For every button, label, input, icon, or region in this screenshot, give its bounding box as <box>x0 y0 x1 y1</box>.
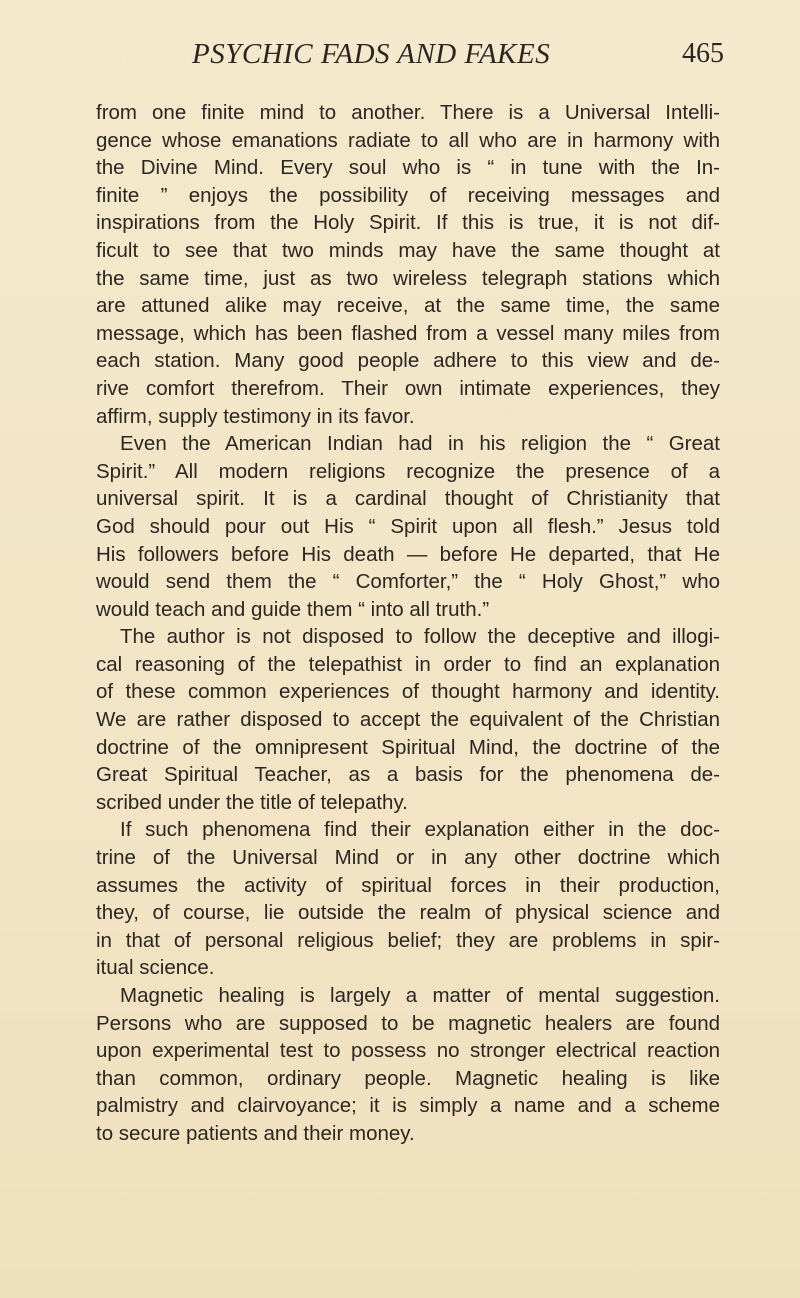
text-line: cal reasoning of the telepathist in order to find an explanation <box>96 652 720 676</box>
text-line: upon experimental test to possess no stronger electrical reaction <box>96 1039 720 1063</box>
text-line: If such phenomena find their explanation either in the doc- <box>120 818 720 842</box>
text-line: assumes the activity of spiritual forces in their production, <box>96 873 720 897</box>
text-line: God should pour out His “ Spirit upon all flesh.” Jesus told <box>96 514 720 538</box>
text-line: rive comfort therefrom. Their own intimate experiences, they <box>96 376 720 400</box>
text-line: Spirit.” All modern religions recognize the presence of a <box>96 459 720 483</box>
text-line: the Divine Mind. Every soul who is “ in tune with the In- <box>96 156 720 180</box>
text-line: doctrine of the omnipresent Spiritual Mind, the doctrine of the <box>96 735 720 759</box>
text-line: Even the American Indian had in his religion the “ Great <box>120 432 720 456</box>
text-line: affirm, supply testimony in its favor. <box>96 404 415 428</box>
text-line: trine of the Universal Mind or in any other doctrine which <box>96 846 720 870</box>
text-line: finite ” enjoys the possibility of receiving messages and <box>96 183 720 207</box>
text-line: are attuned alike may receive, at the same time, the same <box>96 294 720 318</box>
text-line: Persons who are supposed to be magnetic healers are found <box>96 1011 720 1035</box>
text-line: We are rather disposed to accept the equivalent of the Christian <box>96 708 720 732</box>
text-line: the same time, just as two wireless telegraph stations which <box>96 266 720 290</box>
text-line: universal spirit. It is a cardinal thought of Christianity that <box>96 487 720 511</box>
text-line: each station. Many good people adhere to this view and de- <box>96 349 720 373</box>
text-line: Magnetic healing is largely a matter of mental suggestion. <box>120 984 720 1007</box>
text-line: scribed under the title of telepathy. <box>96 790 408 814</box>
text-line: palmistry and clairvoyance; it is simply a name and a scheme <box>96 1094 720 1118</box>
text-line: The author is not disposed to follow the deceptive and illogi- <box>120 625 720 649</box>
text-line: of these common experiences of thought harmony and identity. <box>96 680 720 704</box>
body-text <box>96 99 720 1148</box>
page-number: 465 <box>682 38 724 69</box>
text-line: to secure patients and their money. <box>96 1121 415 1145</box>
running-head-title: PSYCHIC FADS AND FAKES <box>192 38 551 70</box>
text-line: gence whose emanations radiate to all who are in harmony with <box>96 128 720 152</box>
running-head <box>0 38 800 78</box>
text-line: itual science. <box>96 956 215 980</box>
text-line: inspirations from the Holy Spirit. If this is true, it is not dif- <box>96 211 720 235</box>
text-line: from one finite mind to another. There is a Universal Intelli- <box>96 101 720 124</box>
text-line: would teach and guide them “ into all truth.” <box>96 597 490 621</box>
text-line: Great Spiritual Teacher, as a basis for the phenomena de- <box>96 763 720 787</box>
text-line: in that of personal religious belief; they are problems in spir- <box>96 928 720 952</box>
text-line: than common, ordinary people. Magnetic healing is like <box>96 1066 720 1090</box>
text-line: would send them the “ Comforter,” the “ Holy Ghost,” who <box>96 570 720 594</box>
text-line: message, which has been flashed from a vessel many miles from <box>96 321 720 345</box>
text-line: ficult to see that two minds may have the same thought at <box>96 238 720 262</box>
text-line: they, of course, lie outside the realm of physical science and <box>96 901 720 925</box>
text-line: His followers before His death — before He departed, that He <box>96 542 720 566</box>
